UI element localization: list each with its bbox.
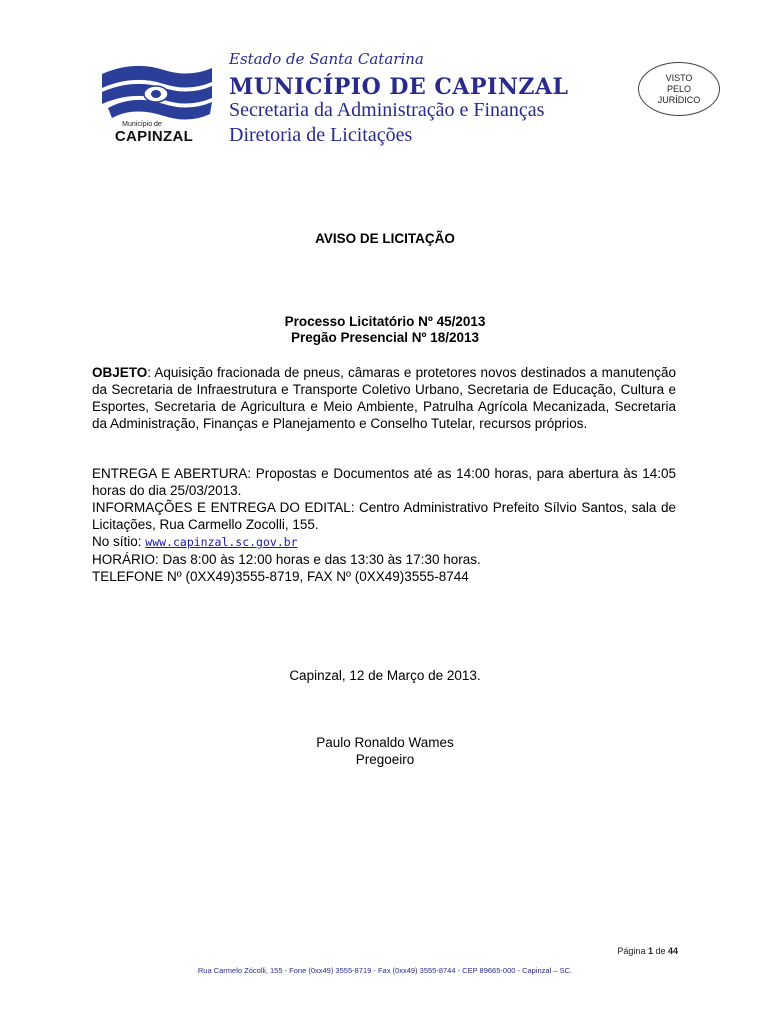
site-link[interactable]: www.capinzal.sc.gov.br bbox=[145, 535, 298, 549]
telefone: TELEFONE Nº (0XX49)3555-8719, FAX Nº (0XX49)3555-8744 bbox=[92, 569, 469, 584]
page-number bbox=[560, 946, 678, 956]
stamp-line: PELO bbox=[666, 83, 691, 94]
signer-role: Pregoeiro bbox=[355, 752, 415, 767]
logo-caption: Município de bbox=[122, 121, 162, 128]
signer-name: Paulo Ronaldo Wames bbox=[316, 735, 454, 750]
site-label: No sítio: bbox=[92, 534, 146, 549]
header-secretariat: Secretaria da Administração e Finanças bbox=[229, 99, 545, 121]
page-current: 1 bbox=[647, 946, 653, 956]
details-block bbox=[92, 465, 676, 585]
notice-title: AVISO DE LICITAÇÃO bbox=[315, 231, 455, 246]
objeto-paragraph bbox=[92, 364, 676, 432]
logo-name: CAPINZAL bbox=[114, 128, 194, 145]
objeto-label: OBJETO bbox=[92, 365, 148, 380]
stamp-line: VISTO bbox=[665, 72, 693, 83]
city-date: Capinzal, 12 de Março de 2013. bbox=[289, 668, 481, 683]
process-number: Processo Licitatório Nº 45/2013 bbox=[284, 314, 486, 329]
stamp-line: JURÍDICO bbox=[657, 94, 701, 105]
header-directorate: Diretoria de Licitações bbox=[229, 124, 413, 146]
objeto-text: : Aquisição fracionada de pneus, câmaras e protetores novos destinados a manutenção da Secretaria de Infraestrutura e Transporte Coletivo Urbano, Secretaria de Educação, Cultura e Esportes, Secretaria de Agricultura e Meio Ambiente, Patrulha Agrícola Mecanizada, Secretaria da Administração, Finanças e Planejamento e Conselho Tutelar, recursos próprios. bbox=[92, 365, 676, 431]
site-line bbox=[92, 533, 676, 551]
page-prefix: Página bbox=[617, 946, 648, 956]
page-total: 44 bbox=[667, 946, 678, 956]
horario: HORÁRIO: Das 8:00 às 12:00 horas e das 13:30 às 17:30 horas. bbox=[92, 552, 481, 567]
entrega-abertura: ENTREGA E ABERTURA: Propostas e Documentos até as 14:00 horas, para abertura às 14:05 horas do dia 25/03/2013. bbox=[92, 466, 676, 498]
page-mid: de bbox=[652, 946, 668, 956]
footer-address: Rua Carmelo Zócolli, 155 - Fone (0xx49) 3555-8719 - Fax (0xx49) 3555-8744 - CEP 89665-000 - Capinzal – SC. bbox=[197, 966, 573, 975]
flag-emblem bbox=[102, 66, 212, 120]
header-state: Estado de Santa Catarina bbox=[229, 50, 424, 68]
informacoes-edital: INFORMAÇÕES E ENTREGA DO EDITAL: Centro Administrativo Prefeito Sílvio Santos, sala de Licitações, Rua Carmello Zocolli, 155. bbox=[92, 500, 676, 532]
legal-review-stamp bbox=[638, 62, 720, 116]
pregao-number: Pregão Presencial Nº 18/2013 bbox=[290, 330, 480, 345]
header-municipality: MUNICÍPIO DE CAPINZAL bbox=[229, 74, 569, 100]
